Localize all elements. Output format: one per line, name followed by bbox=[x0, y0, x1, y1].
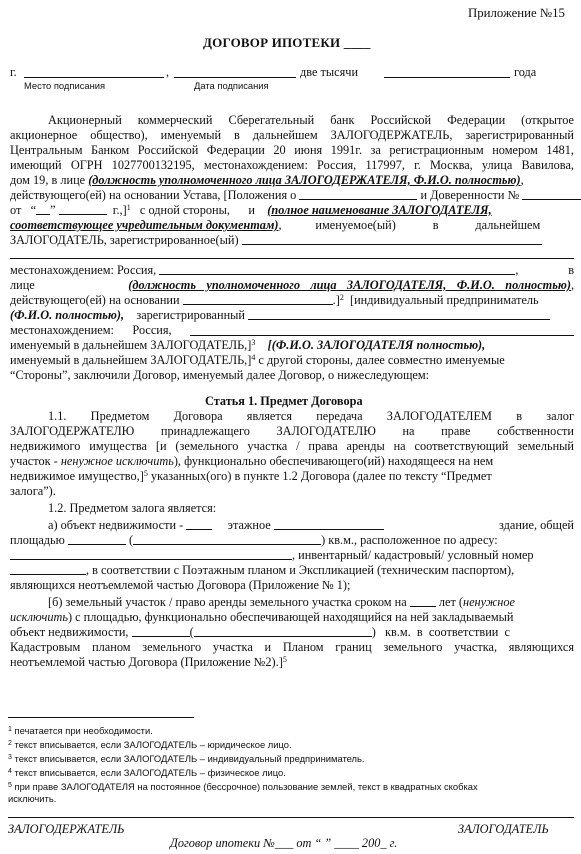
text: в bbox=[432, 218, 439, 232]
date-caption: Дата подписания bbox=[194, 80, 269, 91]
signatory-position-hint: (должность уполномоченного лица ЗАЛОГОДЕРЖАТЕЛЯ, Ф.И.О. полностью) bbox=[88, 173, 521, 187]
clause-line bbox=[10, 563, 574, 578]
text: “ bbox=[30, 203, 37, 217]
text: .] bbox=[332, 293, 340, 307]
regulation-blank[interactable] bbox=[299, 188, 417, 200]
preamble-line bbox=[10, 203, 574, 218]
preamble-line bbox=[10, 173, 524, 188]
footer-rule bbox=[8, 817, 574, 818]
preamble-line bbox=[10, 338, 574, 353]
registration-blank[interactable] bbox=[242, 233, 542, 245]
text: именуемый в дальнейшем ЗАЛОГОДАТЕЛЬ,] bbox=[10, 353, 252, 367]
text: площадью bbox=[10, 533, 65, 547]
text: действующего(ей) на основании bbox=[10, 293, 180, 307]
footnote bbox=[8, 767, 286, 779]
footnote-number: 1 bbox=[8, 726, 12, 733]
land-area-words-blank[interactable] bbox=[194, 625, 372, 637]
text: дальнейшем bbox=[475, 218, 541, 232]
entrepreneur-name-hint: (Ф.И.О. полностью), bbox=[10, 308, 125, 322]
text: недвижимое имущество,] bbox=[10, 469, 144, 483]
place-caption: Место подписания bbox=[24, 80, 106, 91]
footnote-ref: 1 bbox=[126, 203, 131, 212]
comma: , bbox=[166, 65, 170, 79]
hint-text: исключить bbox=[10, 610, 68, 624]
clause-line: ЗАЛОГОДЕРЖАТЕЛЮ принадлежащего ЗАЛОГОДАТЕЛЮ на праве собственности bbox=[10, 424, 574, 438]
clause-line bbox=[10, 548, 574, 563]
year-text: две тысячи bbox=[300, 65, 359, 79]
clause-line bbox=[10, 469, 492, 484]
text: с другой стороны, далее совместно именуемые bbox=[255, 353, 505, 367]
text: ( bbox=[189, 625, 194, 639]
footnote-ref: 5 bbox=[282, 655, 287, 664]
footnote-number: 5 bbox=[8, 782, 12, 789]
preamble-line: Акционерный коммерческий Сберегательный банк Российской Федерации (открытое bbox=[48, 113, 574, 127]
land-area-digits-blank[interactable] bbox=[132, 625, 190, 637]
text: а) объект недвижимости - bbox=[48, 518, 184, 532]
entrepreneur-registration-blank[interactable] bbox=[248, 308, 550, 320]
footnote-ref: 4 bbox=[251, 353, 256, 362]
month-blank[interactable] bbox=[59, 203, 107, 215]
area-digits-blank[interactable] bbox=[68, 533, 126, 545]
text: местонахождением: Россия, bbox=[10, 263, 157, 277]
preamble-line: “Стороны”, заключили Договор, именуемый далее Договор, о нижеследующем: bbox=[10, 368, 430, 382]
text: в bbox=[416, 625, 423, 639]
text: , инвентарный/ кадастровый/ условный номер bbox=[292, 548, 534, 562]
text: именуемый в дальнейшем ЗАЛОГОДАТЕЛЬ,] bbox=[10, 338, 252, 352]
text: при праве ЗАЛОГОДАТЕЛЯ на постоянное (бессрочное) пользование землей, текст в квадратных скобках bbox=[11, 781, 478, 792]
text: , bbox=[278, 218, 282, 232]
preamble-line bbox=[10, 233, 542, 248]
text: лет ( bbox=[438, 595, 463, 609]
text: зарегистрированный bbox=[136, 308, 246, 322]
registration-blank-line[interactable] bbox=[10, 258, 574, 259]
preamble-line bbox=[10, 263, 574, 278]
preamble-line: акционерное общество), именуемый в дальнейшем ЗАЛОГОДЕРЖАТЕЛЬ, зарегистрированный bbox=[10, 128, 574, 142]
appendix-label: Приложение №15 bbox=[468, 6, 565, 20]
preamble-line bbox=[10, 293, 574, 308]
text: печатается при необходимости. bbox=[11, 725, 153, 736]
text: дом 19, в лице bbox=[10, 173, 89, 187]
footer-pledgor: ЗАЛОГОДАТЕЛЬ bbox=[458, 822, 549, 836]
footnote-number: 2 bbox=[8, 740, 12, 747]
clause-line bbox=[10, 533, 574, 548]
text: ” bbox=[50, 203, 56, 217]
footnote-number: 3 bbox=[8, 754, 12, 761]
address-blank[interactable] bbox=[159, 263, 515, 275]
cadastral-number-blank[interactable] bbox=[10, 563, 86, 575]
preamble-line bbox=[10, 188, 581, 203]
text: , bbox=[570, 278, 575, 292]
footnote-ref: 5 bbox=[143, 469, 148, 478]
clause-line bbox=[10, 454, 493, 469]
footnote-number: 4 bbox=[8, 768, 12, 775]
text: соответствии bbox=[428, 625, 499, 639]
power-of-attorney-number-blank[interactable] bbox=[522, 188, 581, 200]
text: здание, общей bbox=[498, 518, 574, 532]
day-month-blank[interactable] bbox=[174, 77, 296, 78]
text: этажное bbox=[227, 518, 271, 532]
footnote bbox=[8, 781, 478, 793]
footnote-separator bbox=[8, 717, 194, 718]
floors-blank[interactable] bbox=[186, 518, 212, 530]
pledgor-name-hint: соответствующее учредительным документам) bbox=[10, 218, 279, 232]
preamble-line bbox=[10, 353, 505, 368]
clause-line: Кадастровым планом земельного участка и Планом границ земельного участка, являющихся bbox=[10, 640, 574, 654]
clause-line: 1.1. Предметом Договора является передача ЗАЛОГОДАТЕЛЕМ в залог bbox=[48, 409, 574, 423]
entrepreneur-address-blank[interactable] bbox=[190, 335, 574, 336]
text: и bbox=[248, 203, 255, 217]
footer-pledgee: ЗАЛОГОДЕРЖАТЕЛЬ bbox=[8, 822, 125, 836]
text: , в соответствии с Поэтажным планом и Экспликацией (техническим паспортом), bbox=[86, 563, 515, 577]
clause-line: недвижимого имущества [и (земельного участка / права аренды на соответствующий земельный bbox=[10, 439, 574, 453]
year-blank[interactable] bbox=[384, 77, 510, 78]
clause-line bbox=[48, 518, 574, 533]
preamble-line bbox=[10, 323, 172, 338]
text: участок - bbox=[10, 454, 61, 468]
text: указанных(ого) в пункте 1.2 Договора (далее по тексту “Предмет bbox=[147, 469, 492, 483]
place-blank[interactable] bbox=[24, 77, 164, 78]
preamble-line bbox=[10, 308, 550, 323]
text: , bbox=[520, 173, 524, 187]
pledgor-name-hint: (полное наименование ЗАЛОГОДАТЕЛЯ, bbox=[267, 203, 492, 217]
clause-line bbox=[10, 610, 514, 625]
text: ЗАЛОГОДАТЕЛЬ, зарегистрированное(ый) bbox=[10, 233, 239, 247]
text: ( bbox=[129, 533, 134, 547]
text: неотъемлемой частью Договора (Приложение №2).] bbox=[10, 655, 283, 669]
preamble-line bbox=[10, 218, 540, 233]
city-prefix: г. bbox=[10, 65, 17, 79]
document-title: ДОГОВОР ИПОТЕКИ ____ bbox=[203, 35, 371, 50]
footnote bbox=[8, 753, 365, 765]
clause-1-2-title: 1.2. Предметом залога является: bbox=[48, 501, 217, 515]
clause-line: залога”). bbox=[10, 484, 56, 498]
hint-text: ненужное bbox=[462, 595, 515, 609]
day-blank[interactable] bbox=[36, 203, 50, 215]
text: действующего(ей) на основании Устава, [Положения о bbox=[10, 188, 297, 202]
lease-term-blank[interactable] bbox=[410, 595, 436, 607]
individual-name-hint: [(Ф.И.О. ЗАЛОГОДАТЕЛЯ полностью), bbox=[267, 338, 486, 352]
text: лице bbox=[10, 278, 35, 292]
clause-line bbox=[10, 655, 287, 670]
text: ) с площадью, функционально обеспечивающей находящийся на ней закладываемый bbox=[67, 610, 514, 624]
footnote-ref: 3 bbox=[251, 338, 256, 347]
preamble-line: Центральным Банком Российской Федерации 20 июня 1991г. за регистрационным номером 1481, bbox=[10, 143, 574, 157]
footer-contract-ref: Договор ипотеки №___ от “ ” ____ 200_ г. bbox=[170, 836, 398, 850]
text: ), функционально обеспечивающего(ий) находящееся на нем bbox=[173, 454, 494, 468]
text: кв.м. bbox=[385, 625, 411, 639]
footnote-ref: 2 bbox=[339, 293, 344, 302]
text: , bbox=[515, 263, 519, 277]
text: с bbox=[504, 625, 510, 639]
footnote-continuation: исключить. bbox=[8, 793, 57, 804]
text: [б) земельный участок / право аренды земельного участка сроком на bbox=[48, 595, 407, 609]
text: текст вписывается, если ЗАЛОГОДАТЕЛЬ – физическое лицо. bbox=[11, 767, 286, 778]
text: от bbox=[10, 203, 22, 217]
area-words-blank[interactable] bbox=[133, 533, 321, 545]
year-suffix: года bbox=[514, 65, 537, 79]
footnote bbox=[8, 725, 153, 737]
text: ) bbox=[371, 625, 376, 639]
pledgor-signatory-hint: (должность уполномоченного лица ЗАЛОГОДАТЕЛЯ, Ф.И.О. полностью) bbox=[128, 278, 571, 292]
basis-blank[interactable] bbox=[183, 293, 333, 305]
text: ) кв.м., расположенное по адресу: bbox=[321, 533, 498, 547]
text: Россия, bbox=[132, 323, 172, 337]
building-type-blank[interactable] bbox=[274, 518, 384, 530]
clause-line bbox=[48, 595, 574, 610]
text: и Доверенности № bbox=[420, 188, 520, 202]
text: местонахождением: bbox=[10, 323, 114, 337]
address-blank[interactable] bbox=[10, 548, 292, 560]
text: с одной стороны, bbox=[139, 203, 230, 217]
text: текст вписывается, если ЗАЛОГОДАТЕЛЬ – юридическое лицо. bbox=[11, 739, 292, 750]
article-1-title: Статья 1. Предмет Договора bbox=[205, 394, 363, 408]
text: объект недвижимости, bbox=[10, 625, 129, 639]
preamble-line bbox=[10, 278, 574, 293]
clause-line: являющихся неотъемлемой частью Договора (Приложение № 1); bbox=[10, 578, 351, 592]
clause-line bbox=[10, 625, 574, 640]
hint-text: ненужное исключить bbox=[60, 454, 174, 468]
footnote bbox=[8, 739, 292, 751]
preamble-line: имеющий ОГРН 1027700132195, местонахождением: Россия, 117997, г. Москва, улица Вавилова, bbox=[10, 158, 574, 172]
text: [индивидуальный предприниматель bbox=[349, 293, 539, 307]
text: г.,] bbox=[112, 203, 127, 217]
text: в bbox=[568, 263, 574, 277]
text: текст вписывается, если ЗАЛОГОДАТЕЛЬ – индивидуальный предприниматель. bbox=[11, 753, 365, 764]
text: именуемое(ый) bbox=[315, 218, 396, 232]
